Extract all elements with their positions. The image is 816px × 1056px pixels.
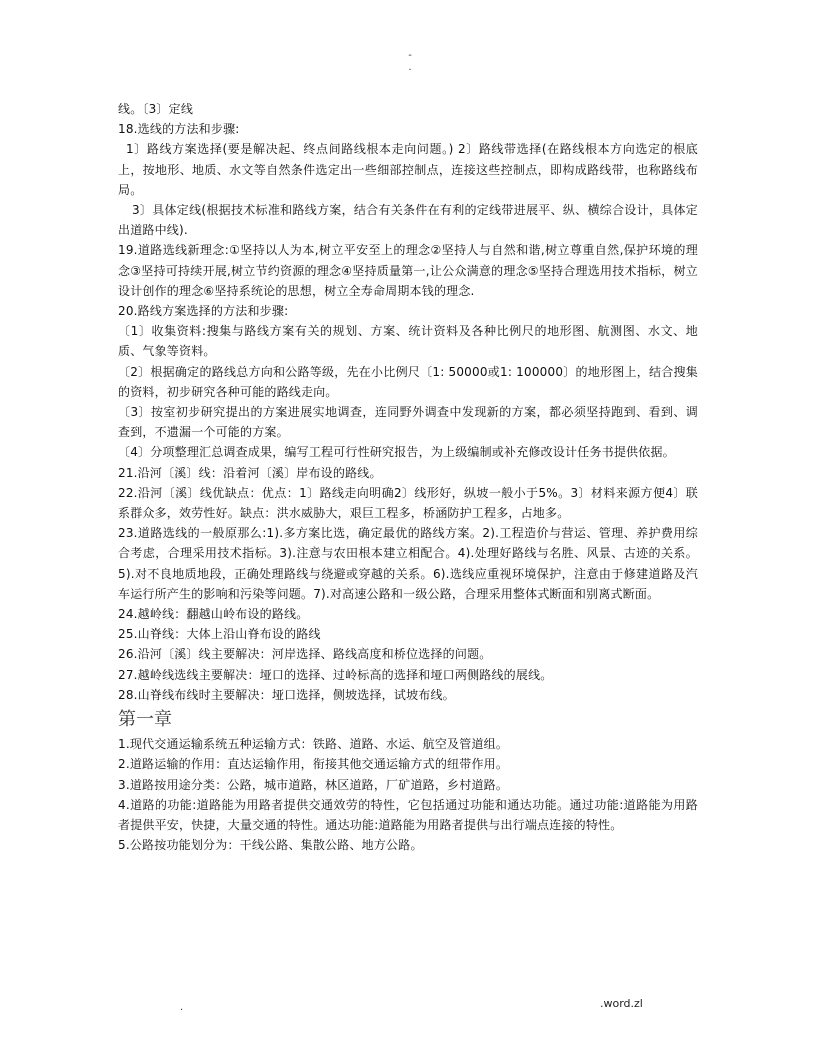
chapter-title: 第一章	[118, 709, 172, 731]
section-22-paragraph: 22.沿河〔溪〕线优缺点：优点：1〕路线走向明确2〕线形好，纵坡一般小于5%。3〕材料来源方便4〕联系群众多，效劳性好。缺点：洪水威胁大，艰巨工程多，桥涵防护工程多，占地多。	[118, 485, 698, 521]
header-dash: -	[408, 50, 412, 61]
footer-watermark: .word.zl	[600, 997, 643, 1010]
section-26-paragraph: 26.沿河〔溪〕线主要解决：河岸选择、路线高度和桥位选择的问题。	[118, 647, 492, 662]
paragraph-detailed-alignment: 3〕具体定线(根据技术标准和路线方案，结合有关条件在有利的定线带进展平、纵、横综合设计，具体定出道路中线).	[118, 203, 698, 238]
page-header-marks	[404, 50, 416, 74]
section-27-paragraph: 27.越岭线选线主要解决：垭口的选择、过岭标高的选择和垭口两侧路线的展线。	[118, 667, 553, 682]
step-1-paragraph: 〔1〕收集资料:搜集与路线方案有关的规划、方案、统计资料及各种比例尺的地形图、航测图、水文、地质、气象等资料。	[118, 324, 698, 359]
document-body	[118, 99, 698, 855]
step-3-paragraph: 〔3〕按室初步研究提出的方案进展实地调查，连同野外调查中发现新的方案，都必须坚持跑到、看到、调查到，不遗漏一个可能的方案。	[118, 405, 698, 440]
paragraph-route-selection: 1〕路线方案选择(要是解决起、终点间路线根本走向问题。) 2〕路线带选择(在路线根本方向选定的根底上，按地形、地质、水文等自然条件选定出一些细部控制点，连接这些控制点，即构成路线带，也称路线布局。	[118, 142, 698, 197]
section-19-paragraph: 19.道路选线新理念:①坚持以人为本,树立平安至上的理念②坚持人与自然和谐,树立尊重自然,保护环境的理念③坚持可持续开展,树立节约资源的理念④坚持质量第一,让公众满意的理念⑤坚持合理选用技术指标，树立设计创作的理念⑥坚持系统论的思想，树立全寿命周期本钱的理念.	[118, 243, 698, 298]
chapter-item-4: 4.道路的功能:道路能为用路者提供交通效劳的特性，它包括通过功能和通达功能。通过功能:道路能为用路者提供平安，快捷，大量交通的特性。通达功能:道路能为用路者提供与出行端点连接的特性。	[118, 797, 698, 832]
section-23-paragraph: 23.道路选线的一般原那么:1).多方案比选，确定最优的路线方案。2).工程造价与营运、管理、养护费用综合考虑，合理采用技术指标。3).注意与农田根本建立相配合。4).处理好路线与名胜、风景、古迹的关系。5).对不良地质地段，正确处理路线与绕避或穿越的关系。6).选线应重视环境保护，注意由于修建道路及汽车运行所产生的影响和污染等问题。7).对高速公路和一级公路，合理采用整体式断面和别离式断面。	[118, 526, 698, 601]
step-2-paragraph: 〔2〕根据确定的路线总方向和公路等级，先在小比例尺〔1: 50000或1: 100000〕的地形图上，结合搜集的资料，初步研究各种可能的路线走向。	[118, 364, 698, 399]
section-25-paragraph: 25.山脊线：大体上沿山脊布设的路线	[118, 627, 321, 642]
section-20-heading: 20.路线方案选择的方法和步骤:	[118, 304, 289, 319]
section-21-paragraph: 21.沿河〔溪〕线：沿着河〔溪〕岸布设的路线。	[118, 465, 382, 480]
step-4-paragraph: 〔4〕分项整理汇总调查成果，编写工程可行性研究报告，为上级编制或补充修改设计任务书提供依据。	[118, 445, 675, 460]
header-dot: .	[408, 62, 412, 73]
footer-left-dot: .	[180, 1002, 184, 1013]
section-18-heading: 18.选线的方法和步骤:	[118, 122, 240, 137]
section-24-paragraph: 24.越岭线：翻越山岭布设的路线。	[118, 607, 309, 622]
chapter-item-3: 3.道路按用途分类：公路，城市道路，林区道路，厂矿道路，乡村道路。	[118, 777, 509, 792]
section-28-paragraph: 28.山脊线布线时主要解决：垭口选择，侧坡选择，试坡布线。	[118, 687, 455, 702]
chapter-item-2: 2.道路运输的作用：直达运输作用，衔接其他交通运输方式的纽带作用。	[118, 757, 509, 772]
chapter-item-5: 5.公路按功能划分为：干线公路、集散公路、地方公路。	[118, 838, 423, 853]
chapter-item-1: 1.现代交通运输系统五种运输方式：铁路、道路、水运、航空及管道组。	[118, 737, 509, 752]
paragraph-line: 线。〔3〕定线	[118, 102, 194, 116]
